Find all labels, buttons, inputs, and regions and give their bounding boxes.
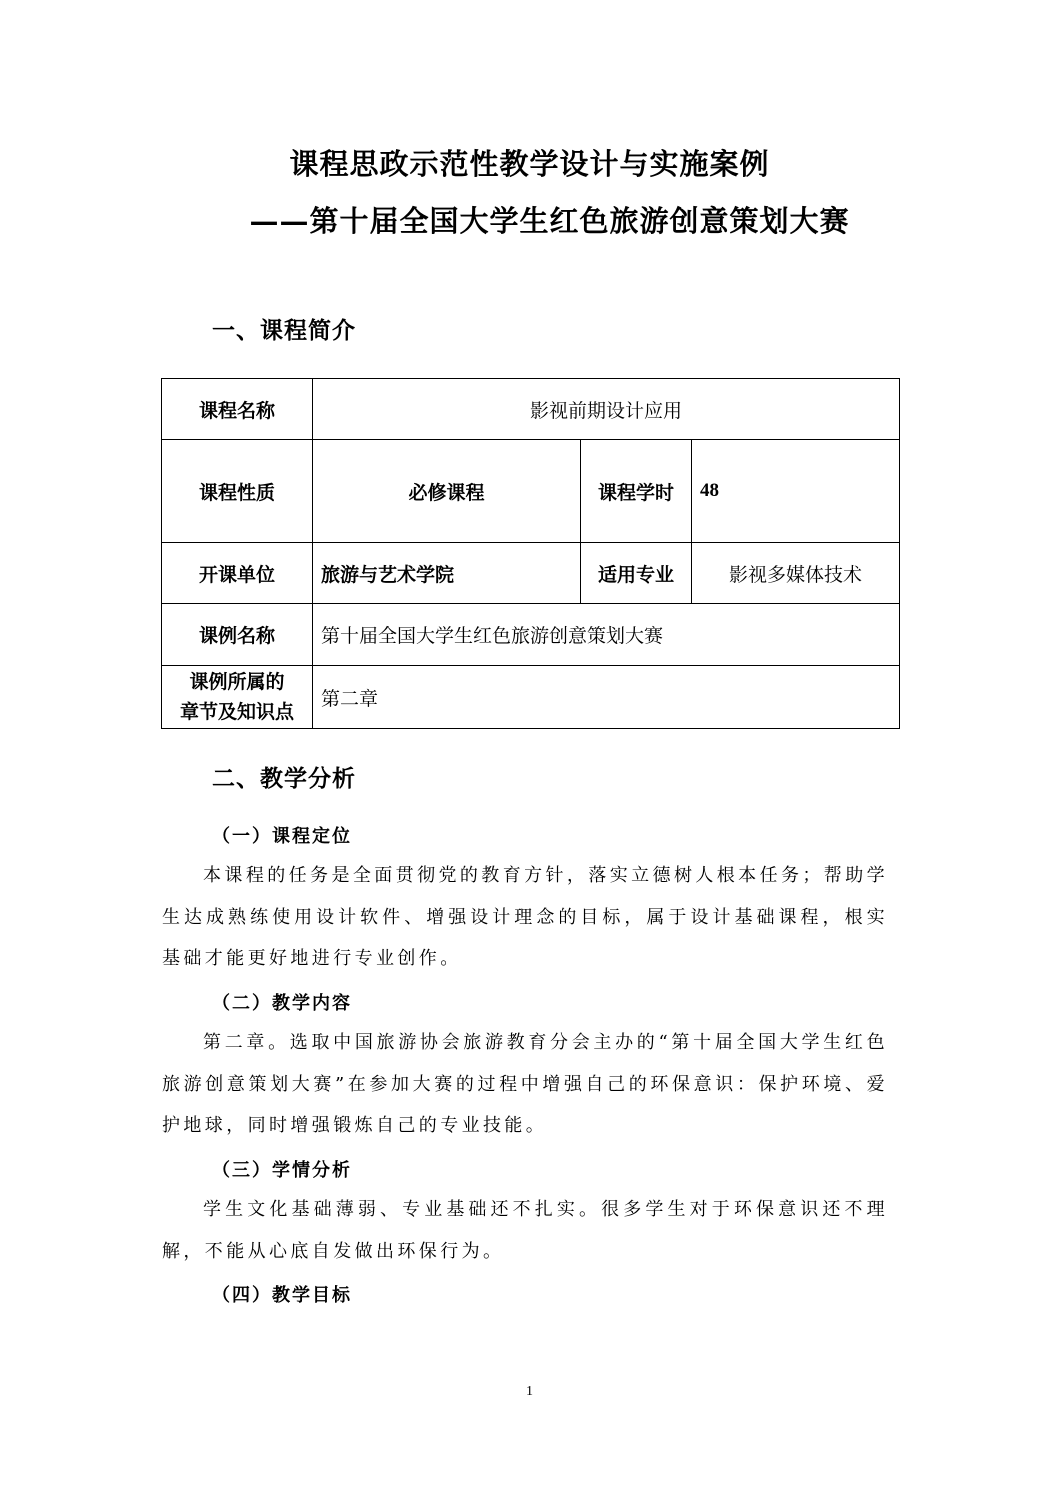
paragraph-course-positioning: 本课程的任务是全面贯彻党的教育方针，落实立德树人根本任务；帮助学生达成熟练使用设计软件、增强设计理念的目标，属于设计基础课程，根实基础才能更好地进行专业创作。 bbox=[162, 865, 888, 969]
paragraph-teaching-content: 第二章。选取中国旅游协会旅游教育分会主办的“第十届全国大学生红色旅游创意策划大赛”在参加大赛的过程中增强自己的环保意识：保护环境、爱护地球，同时增强锻炼自己的专业技能。 bbox=[162, 1032, 888, 1136]
chapter-label-line1: 课例所属的 bbox=[189, 671, 285, 693]
section-heading-teaching-analysis: 二、教学分析 bbox=[212, 765, 356, 792]
course-info-table bbox=[161, 378, 900, 729]
course-hours-label: 课程学时 bbox=[581, 440, 692, 543]
major-label: 适用专业 bbox=[581, 543, 692, 604]
document-title: 课程思政示范性教学设计与实施案例 bbox=[289, 147, 770, 181]
unit-value: 旅游与艺术学院 bbox=[313, 543, 581, 604]
case-name-label: 课例名称 bbox=[162, 604, 313, 666]
document-subtitle: ——第十届全国大学生红色旅游创意策划大赛 bbox=[249, 204, 850, 238]
chapter-label-line2: 章节及知识点 bbox=[179, 701, 294, 723]
paragraph-student-analysis: 学生文化基础薄弱、专业基础还不扎实。很多学生对于环保意识还不理解，不能从心底自发做出环保行为。 bbox=[162, 1199, 888, 1262]
unit-label: 开课单位 bbox=[162, 543, 313, 604]
section-heading-course-intro: 一、课程简介 bbox=[212, 317, 356, 344]
table-row bbox=[162, 666, 900, 729]
major-value: 影视多媒体技术 bbox=[692, 543, 900, 604]
course-nature-label: 课程性质 bbox=[162, 440, 313, 543]
course-name-value: 影视前期设计应用 bbox=[313, 379, 900, 440]
subheading-student-analysis: （三）学情分析 bbox=[212, 1160, 352, 1181]
table-row bbox=[162, 604, 900, 666]
table-row bbox=[162, 543, 900, 604]
chapter-value: 第二章 bbox=[313, 666, 900, 729]
course-name-label: 课程名称 bbox=[162, 379, 313, 440]
case-name-value: 第十届全国大学生红色旅游创意策划大赛 bbox=[313, 604, 900, 666]
page-number: 1 bbox=[526, 1384, 533, 1399]
subheading-course-positioning: （一）课程定位 bbox=[212, 826, 352, 847]
table-row bbox=[162, 379, 900, 440]
subheading-teaching-content: （二）教学内容 bbox=[212, 993, 352, 1014]
table-row bbox=[162, 440, 900, 543]
course-nature-value: 必修课程 bbox=[313, 440, 581, 543]
chapter-label bbox=[162, 666, 313, 729]
subheading-teaching-goals: （四）教学目标 bbox=[212, 1285, 352, 1306]
course-hours-value: 48 bbox=[692, 440, 900, 543]
